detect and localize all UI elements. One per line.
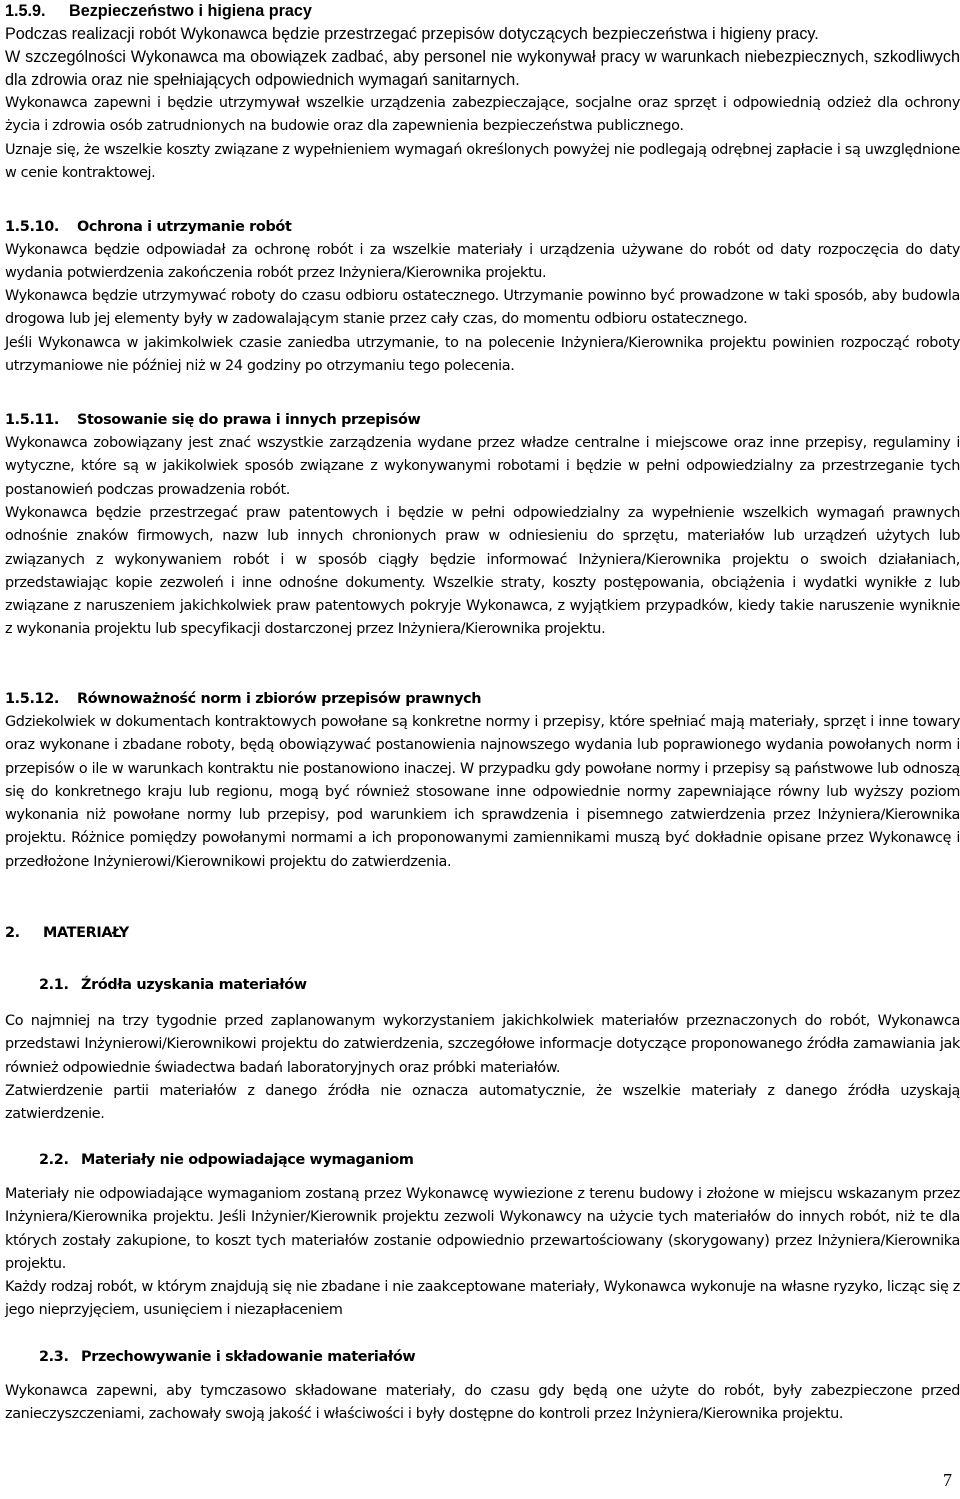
section-title: Ochrona i utrzymanie robót xyxy=(77,219,292,235)
section-title: Równoważność norm i zbiorów przepisów prawnych xyxy=(77,691,482,707)
paragraph: Podczas realizacji robót Wykonawca będzie przestrzegać przepisów dotyczących bezpieczeństwa i higieny pracy. xyxy=(5,25,819,43)
section-2-2-heading xyxy=(39,1149,939,1172)
section-title: Bezpieczeństwo i higiena pracy xyxy=(69,2,312,20)
paragraph: Co najmniej na trzy tygodnie przed zaplanowanym wykorzystaniem jakichkolwiek materiałów przeznaczonych do robót, Wykonawca przedstawi Inżynierowi/Kierownikowi projektu do zatwierdzenia, szczegółowe informacje dotyczące proponowanego źródła zamawiania jak również odpowiednie świadectwa badań laboratoryjnych oraz próbki materiałów. xyxy=(5,1013,960,1076)
section-title: Materiały nie odpowiadające wymaganiom xyxy=(81,1152,414,1168)
section-title: Źródła uzyskania materiałów xyxy=(81,977,307,993)
page-number: 7 xyxy=(943,1470,952,1490)
paragraph: Wykonawca zobowiązany jest znać wszystkie zarządzenia wydane przez władze centralne i miejscowe oraz inne przepisy, regulaminy i wytyczne, które są w jakikolwiek sposób związane z wykonywanymi robotami i będzie w pełni odpowiedzialny za przestrzeganie tych postanowień podczas prowadzenia robót. xyxy=(5,435,960,498)
section-number: 1.5.10. xyxy=(5,219,60,235)
paragraph: Wykonawca będzie utrzymywać roboty do czasu odbioru ostatecznego. Utrzymanie powinno być prowadzone w taki sposób, aby budowla drogowa lub jej elementy były w zadowalającym stanie przez cały czas, do momentu odbioru ostatecznego. xyxy=(5,288,960,328)
paragraph: Wykonawca będzie przestrzegać praw patentowych i będzie w pełni odpowiedzialny za wypełnienie wszelkich wymagań prawnych odnośnie znaków firmowych, nazw lub innych chronionych praw w odniesieniu do sprzętu, materiałów lub urządzeń użytych lub związanych z wykonywaniem robót i w sposób ciągły będzie informować Inżyniera/Kierownika projektu o swoich działaniach, przedstawiając kopie zezwoleń i inne odnośne dokumenty. Wszelkie straty, koszty postępowania, obciążenia i wydatki wynikłe z lub związane z naruszeniem jakichkolwiek praw patentowych pokryje Wykonawca, z wyjątkiem przypadków, kiedy takie naruszenie wyniknie z wykonania projektu lub specyfikacji dostarczonej przez Inżyniera/Kierownika projektu. xyxy=(5,505,960,638)
section-number: 2.2. xyxy=(39,1152,69,1168)
section-title: Przechowywanie i składowanie materiałów xyxy=(81,1349,416,1365)
section-number: 1.5.11. xyxy=(5,412,60,428)
section-number: 2.3. xyxy=(39,1349,69,1365)
section-number: 1.5.9. xyxy=(5,2,46,20)
paragraph: Wykonawca zapewni, aby tymczasowo składowane materiały, do czasu gdy będą one użyte do robót, były zabezpieczone przed zanieczyszczeniami, zachowały swoją jakość i właściwości i były dostępne do kontroli przez Inżyniera/Kierownika projektu. xyxy=(5,1383,960,1423)
chapter-2-heading xyxy=(5,922,960,945)
section-1-5-11-heading xyxy=(5,409,960,432)
paragraph: Wykonawca będzie odpowiadał za ochronę robót i za wszelkie materiały i urządzenia używane do robót od daty rozpoczęcia do daty wydania potwierdzenia zakończenia robót przez Inżyniera/Kierownika projektu. xyxy=(5,242,960,282)
section-number: 1.5.12. xyxy=(5,691,60,707)
paragraph: Wykonawca zapewni i będzie utrzymywał wszelkie urządzenia zabezpieczające, socjalne oraz sprzęt i odpowiednią odzież dla ochrony życia i zdrowia osób zatrudnionych na budowie oraz dla zapewnienia bezpieczeństwa publicznego. xyxy=(5,95,960,135)
section-1-5-10-heading xyxy=(5,216,960,239)
section-title: MATERIAŁY xyxy=(43,925,129,941)
section-number: 2. xyxy=(5,925,20,941)
paragraph: Jeśli Wykonawca w jakimkolwiek czasie zaniedba utrzymanie, to na polecenie Inżyniera/Kierownika projektu powinien rozpocząć roboty utrzymaniowe nie później niż w 24 godziny po otrzymaniu tego polecenia. xyxy=(5,335,960,375)
section-title: Stosowanie się do prawa i innych przepisów xyxy=(77,412,421,428)
section-1-5-12-heading xyxy=(5,688,960,711)
paragraph: Materiały nie odpowiadające wymaganiom zostaną przez Wykonawcę wywiezione z terenu budowy i złożone w miejscu wskazanym przez Inżyniera/Kierownika projektu. Jeśli Inżynier/Kierownik projektu zezwoli Wykonawcy na użycie tych materiałów do innych robót, niż te dla których zostały zakupione, to koszt tych materiałów zostanie odpowiednio przewartościowany (skorygowany) przez Inżyniera/Kierownika projektu. xyxy=(5,1186,960,1272)
paragraph: W szczególności Wykonawca ma obowiązek zadbać, aby personel nie wykonywał pracy w warunkach niebezpiecznych, szkodliwych dla zdrowia oraz nie spełniających odpowiednich wymagań sanitarnych. xyxy=(5,48,960,90)
section-2-3-heading xyxy=(39,1346,939,1369)
paragraph: Gdziekolwiek w dokumentach kontraktowych powołane są konkretne normy i przepisy, które spełniać mają materiały, sprzęt i inne towary oraz wykonane i zbadane roboty, będą obowiązywać postanowienia najnowszego wydania lub poprawionego wydania powołanych norm i przepisów o ile w warunkach kontraktu nie postanowiono inaczej. W przypadku gdy powołane normy i przepisy są państwowe lub odnoszą się do konkretnego kraju lub regionu, mogą być również stosowane inne odpowiednie normy zapewniające równy lub wyższy poziom wykonania niż powołane normy lub przepisy, pod warunkiem ich sprawdzenia i pisemnego zatwierdzenia przez Inżyniera/Kierownika projektu. Różnice pomiędzy powołanymi normami a ich proponowanymi zamiennikami muszą być dokładnie opisane przez Wykonawcę i przedłożone Inżynierowi/Kierownikowi projektu do zatwierdzenia. xyxy=(5,714,960,870)
section-2-1-heading xyxy=(39,974,939,997)
section-1-5-9-heading xyxy=(5,0,960,23)
section-number: 2.1. xyxy=(39,977,69,993)
paragraph: Zatwierdzenie partii materiałów z danego źródła nie oznacza automatycznie, że wszelkie materiały z danego źródła uzyskają zatwierdzenie. xyxy=(5,1083,960,1123)
paragraph: Uznaje się, że wszelkie koszty związane z wypełnieniem wymagań określonych powyżej nie podlegają odrębnej zapłacie i są uwzględnione w cenie kontraktowej. xyxy=(5,142,960,182)
paragraph: Każdy rodzaj robót, w którym znajdują się nie zbadane i nie zaakceptowane materiały, Wykonawca wykonuje na własne ryzyko, licząc się z jego nieprzyjęciem, usunięciem i niezapłaceniem xyxy=(5,1279,960,1319)
